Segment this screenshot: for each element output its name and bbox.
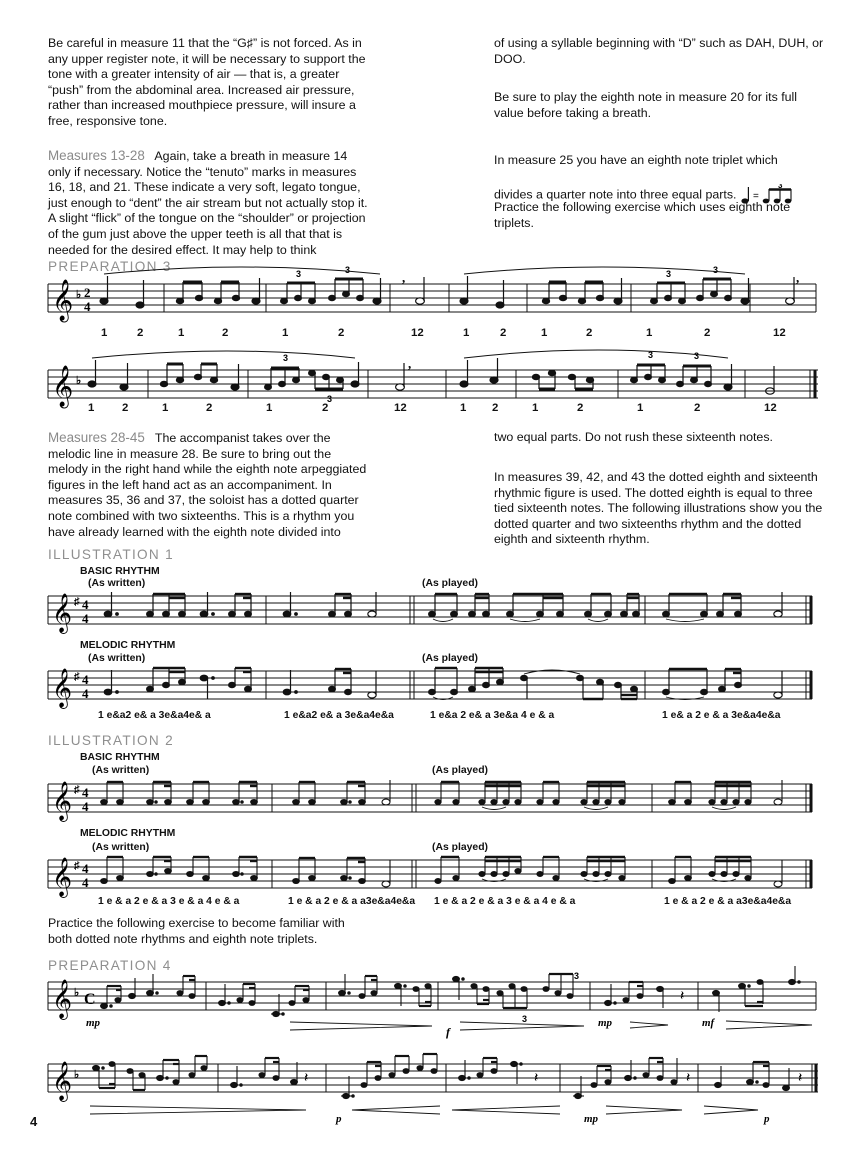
svg-text:4: 4: [82, 799, 89, 814]
svg-text:𝄽: 𝄽: [680, 988, 685, 1004]
svg-text:4: 4: [82, 861, 89, 876]
fingering: 12: [411, 327, 424, 339]
fingering: 1: [282, 327, 289, 339]
svg-text:3: 3: [694, 351, 700, 361]
fingering: 1: [532, 402, 539, 414]
svg-text:𝄽: 𝄽: [686, 1070, 691, 1086]
svg-text:𝄞: 𝄞: [52, 668, 73, 708]
svg-text:C: C: [84, 991, 96, 1008]
svg-text:𝄞: 𝄞: [52, 979, 73, 1019]
svg-text:,: ,: [796, 270, 800, 285]
text-column-left-p2: [48, 148, 370, 258]
fingering: 1: [646, 327, 653, 339]
svg-text:3: 3: [777, 184, 783, 190]
fingering: 12: [773, 327, 786, 339]
fingering: 2: [338, 327, 345, 339]
fingering: 1: [162, 402, 169, 414]
counting-text: 1 e & a 2 e & a a3e&a4e&a: [288, 896, 416, 907]
svg-text:𝄽: 𝄽: [534, 1070, 539, 1086]
counting-text: 1 e& a 2 e & a 3e&a4e&a: [662, 710, 781, 721]
illustration-1-basic-label: BASIC RHYTHM: [80, 566, 160, 577]
svg-text:𝄽: 𝄽: [304, 1070, 309, 1086]
text-column-right-p1: of using a syllable beginning with “D” such as DAH, DUH, or DOO.: [494, 36, 824, 66]
illustration-2-as-played-1: (As played): [432, 765, 489, 776]
fingering: 2: [222, 327, 229, 339]
fingering: 2: [704, 327, 711, 339]
illustration-1-melodic-staff: [0, 665, 864, 710]
treble-clef-icon: 𝄞: [52, 280, 74, 321]
measures-28-45-body: The accompanist takes over the melodic line in measure 28. Be sure to bring out the melody in the right hand while the eighth note arpeggiated figures in the left hand act as an accompaniment. In measures 35, 36 and 37, the soloist has a dotted quarter note combined with two sixteenths. This is a rhythm you have already learned with the eighth note divided into: [48, 431, 367, 539]
svg-text:3: 3: [345, 265, 351, 275]
svg-text:♯: ♯: [74, 596, 80, 608]
svg-text:,: ,: [408, 356, 412, 371]
svg-text:3: 3: [296, 269, 302, 279]
illustration-2-as-written-1: (As written): [92, 765, 150, 776]
svg-text:mp: mp: [86, 1017, 101, 1029]
svg-text:mp: mp: [584, 1113, 599, 1125]
text-column-right-p3c: Practice the following exercise which uses eighth note triplets.: [494, 200, 791, 230]
counting-text: 1 e & a 2 e & a a3e&a4e&a: [664, 896, 792, 907]
svg-text:mf: mf: [702, 1017, 715, 1029]
fingering: 1: [266, 402, 273, 414]
illustration-2-as-written-2: (As written): [92, 842, 150, 853]
fingering: 1: [101, 327, 108, 339]
illustration-2-basic-staff: [0, 778, 864, 828]
svg-text:4: 4: [82, 672, 89, 687]
svg-text:3: 3: [522, 1014, 528, 1024]
svg-text:𝄞: 𝄞: [52, 593, 73, 633]
measures-13-28-body: Again, take a breath in measure 14 only if necessary. Notice the “tenuto” marks in measures 16, 18, and 21. These indicate a very soft, legato tongue, just enough to “dent” the air stream but not actually stop it. A slight “flick” of the tongue on the “shoulder” or projection of the gum just above the upper teeth is all that that is needed for the desired effect. It may help to think: [48, 149, 368, 257]
svg-text:𝄽: 𝄽: [798, 1070, 803, 1086]
fingering: 12: [394, 402, 407, 414]
svg-text:♯: ♯: [74, 784, 80, 796]
svg-text:p: p: [336, 1113, 342, 1125]
page-number: 4: [30, 1114, 38, 1129]
svg-text:4: 4: [82, 785, 89, 800]
fingering: 2: [122, 402, 129, 414]
fingering: 1: [637, 402, 644, 414]
svg-text:2: 2: [84, 285, 91, 300]
svg-text:3: 3: [283, 353, 289, 363]
measures-heading-28-45: Measures 28-45: [48, 430, 145, 445]
svg-text:3: 3: [666, 269, 672, 279]
counting-text: 1 e&a 2 e& a 3e&a 4 e & a: [430, 710, 555, 721]
illustration-2-melodic-staff: [0, 854, 864, 899]
preparation-4-intro: Practice the following exercise to become familiar with both dotted note rhythms and eighth note triplets.: [48, 916, 345, 946]
svg-text:𝄞: 𝄞: [52, 857, 73, 897]
illustration-2-as-played-2: (As played): [432, 842, 489, 853]
text-column-left-p3: [48, 430, 370, 540]
svg-text:𝄞: 𝄞: [52, 1061, 73, 1101]
preparation-4-title: PREPARATION 4: [48, 958, 172, 973]
counting-text: 1 e&a2 e& a 3e&a4e& a: [98, 710, 211, 721]
svg-text:4: 4: [82, 875, 89, 890]
svg-text:♭: ♭: [76, 289, 82, 301]
fingering: 2: [694, 402, 701, 414]
fingering: 12: [764, 402, 777, 414]
fingering: 2: [322, 402, 329, 414]
fingering: 1: [541, 327, 548, 339]
illustration-1-as-played-2: (As played): [422, 653, 479, 664]
svg-text:♭: ♭: [74, 987, 80, 999]
svg-text:4: 4: [82, 597, 89, 612]
svg-text:♯: ♯: [74, 860, 80, 872]
fingering: 1: [460, 402, 467, 414]
text-column-right-p4: two equal parts. Do not rush these sixteenth notes.: [494, 430, 773, 444]
illustration-1-as-played-1: (As played): [422, 578, 479, 589]
fingering: 2: [500, 327, 507, 339]
illustration-2-melodic-label: MELODIC RHYTHM: [80, 828, 176, 839]
svg-text:3: 3: [713, 265, 719, 275]
text-column-left-p1: Be careful in measure 11 that the “G♯” is not forced. As in any upper register note, it will be necessary to support the tone with a greater intensity of air — that is, a greater “push” from the abdominal area. Increased air pressure, rather than increased mouthpiece pressure, will insure a free, responsive tone.: [48, 36, 366, 128]
preparation-3-title: PREPARATION 3: [48, 259, 172, 274]
fingering: 1: [178, 327, 185, 339]
svg-text:mp: mp: [598, 1017, 613, 1029]
fingering: 2: [492, 402, 499, 414]
illustration-2-basic-label: BASIC RHYTHM: [80, 752, 160, 763]
svg-text:=: =: [752, 191, 759, 202]
svg-text:4: 4: [82, 611, 89, 626]
illustration-1-as-written-1: (As written): [88, 578, 146, 589]
svg-text:𝄞: 𝄞: [52, 366, 74, 407]
counting-text: 1 e&a2 e& a 3e&a4e&a: [284, 710, 394, 721]
fingering: 2: [586, 327, 593, 339]
svg-text:3: 3: [327, 394, 333, 404]
svg-text:4: 4: [82, 686, 89, 701]
text-column-right-p5: In measures 39, 42, and 43 the dotted eighth and sixteenth rhythmic figure is used. The dotted eighth is equal to three tied sixteenth notes. The following illustrations show you the dotted quarter and two sixteenths rhythm and the dotted eighth and sixteenth rhythm.: [494, 470, 823, 547]
svg-text:3: 3: [574, 971, 580, 981]
svg-text:♯: ♯: [74, 671, 80, 683]
svg-text:,: ,: [402, 270, 406, 285]
svg-text:p: p: [764, 1113, 770, 1125]
preparation-3-staff-row-2: [0, 350, 864, 422]
illustration-1-melodic-label: MELODIC RHYTHM: [80, 640, 176, 651]
svg-text:f: f: [446, 1025, 450, 1039]
fingering: 1: [463, 327, 470, 339]
counting-text: 1 e & a 2 e & a 3 e & a 4 e & a: [98, 896, 240, 907]
svg-text:♭: ♭: [76, 375, 82, 387]
counting-text: 1 e & a 2 e & a 3 e & a 4 e & a: [434, 896, 576, 907]
illustration-1-as-written-2: (As written): [88, 653, 146, 664]
illustration-1-basic-staff: [0, 590, 864, 640]
fingering: 1: [88, 402, 95, 414]
text-column-right-p2: Be sure to play the eighth note in measure 20 for its full value before taking a breath.: [494, 90, 798, 120]
preparation-4-staff-row-1: [0, 966, 864, 1046]
measures-heading-13-28: Measures 13-28: [48, 148, 145, 163]
svg-text:4: 4: [84, 299, 91, 314]
fingering: 2: [137, 327, 144, 339]
text-column-right-p3a: In measure 25 you have an eighth note triplet which: [494, 153, 778, 167]
fingering: 2: [577, 402, 584, 414]
illustration-1-title: ILLUSTRATION 1: [48, 547, 174, 562]
fingering: 2: [206, 402, 213, 414]
svg-text:♭: ♭: [74, 1069, 80, 1081]
svg-text:3: 3: [648, 350, 654, 360]
illustration-2-title: ILLUSTRATION 2: [48, 733, 174, 748]
svg-text:𝄞: 𝄞: [52, 781, 73, 821]
preparation-4-staff-row-2: [0, 1048, 864, 1128]
triplet-sentence: divides a quarter note into three equal parts.: [494, 187, 737, 202]
